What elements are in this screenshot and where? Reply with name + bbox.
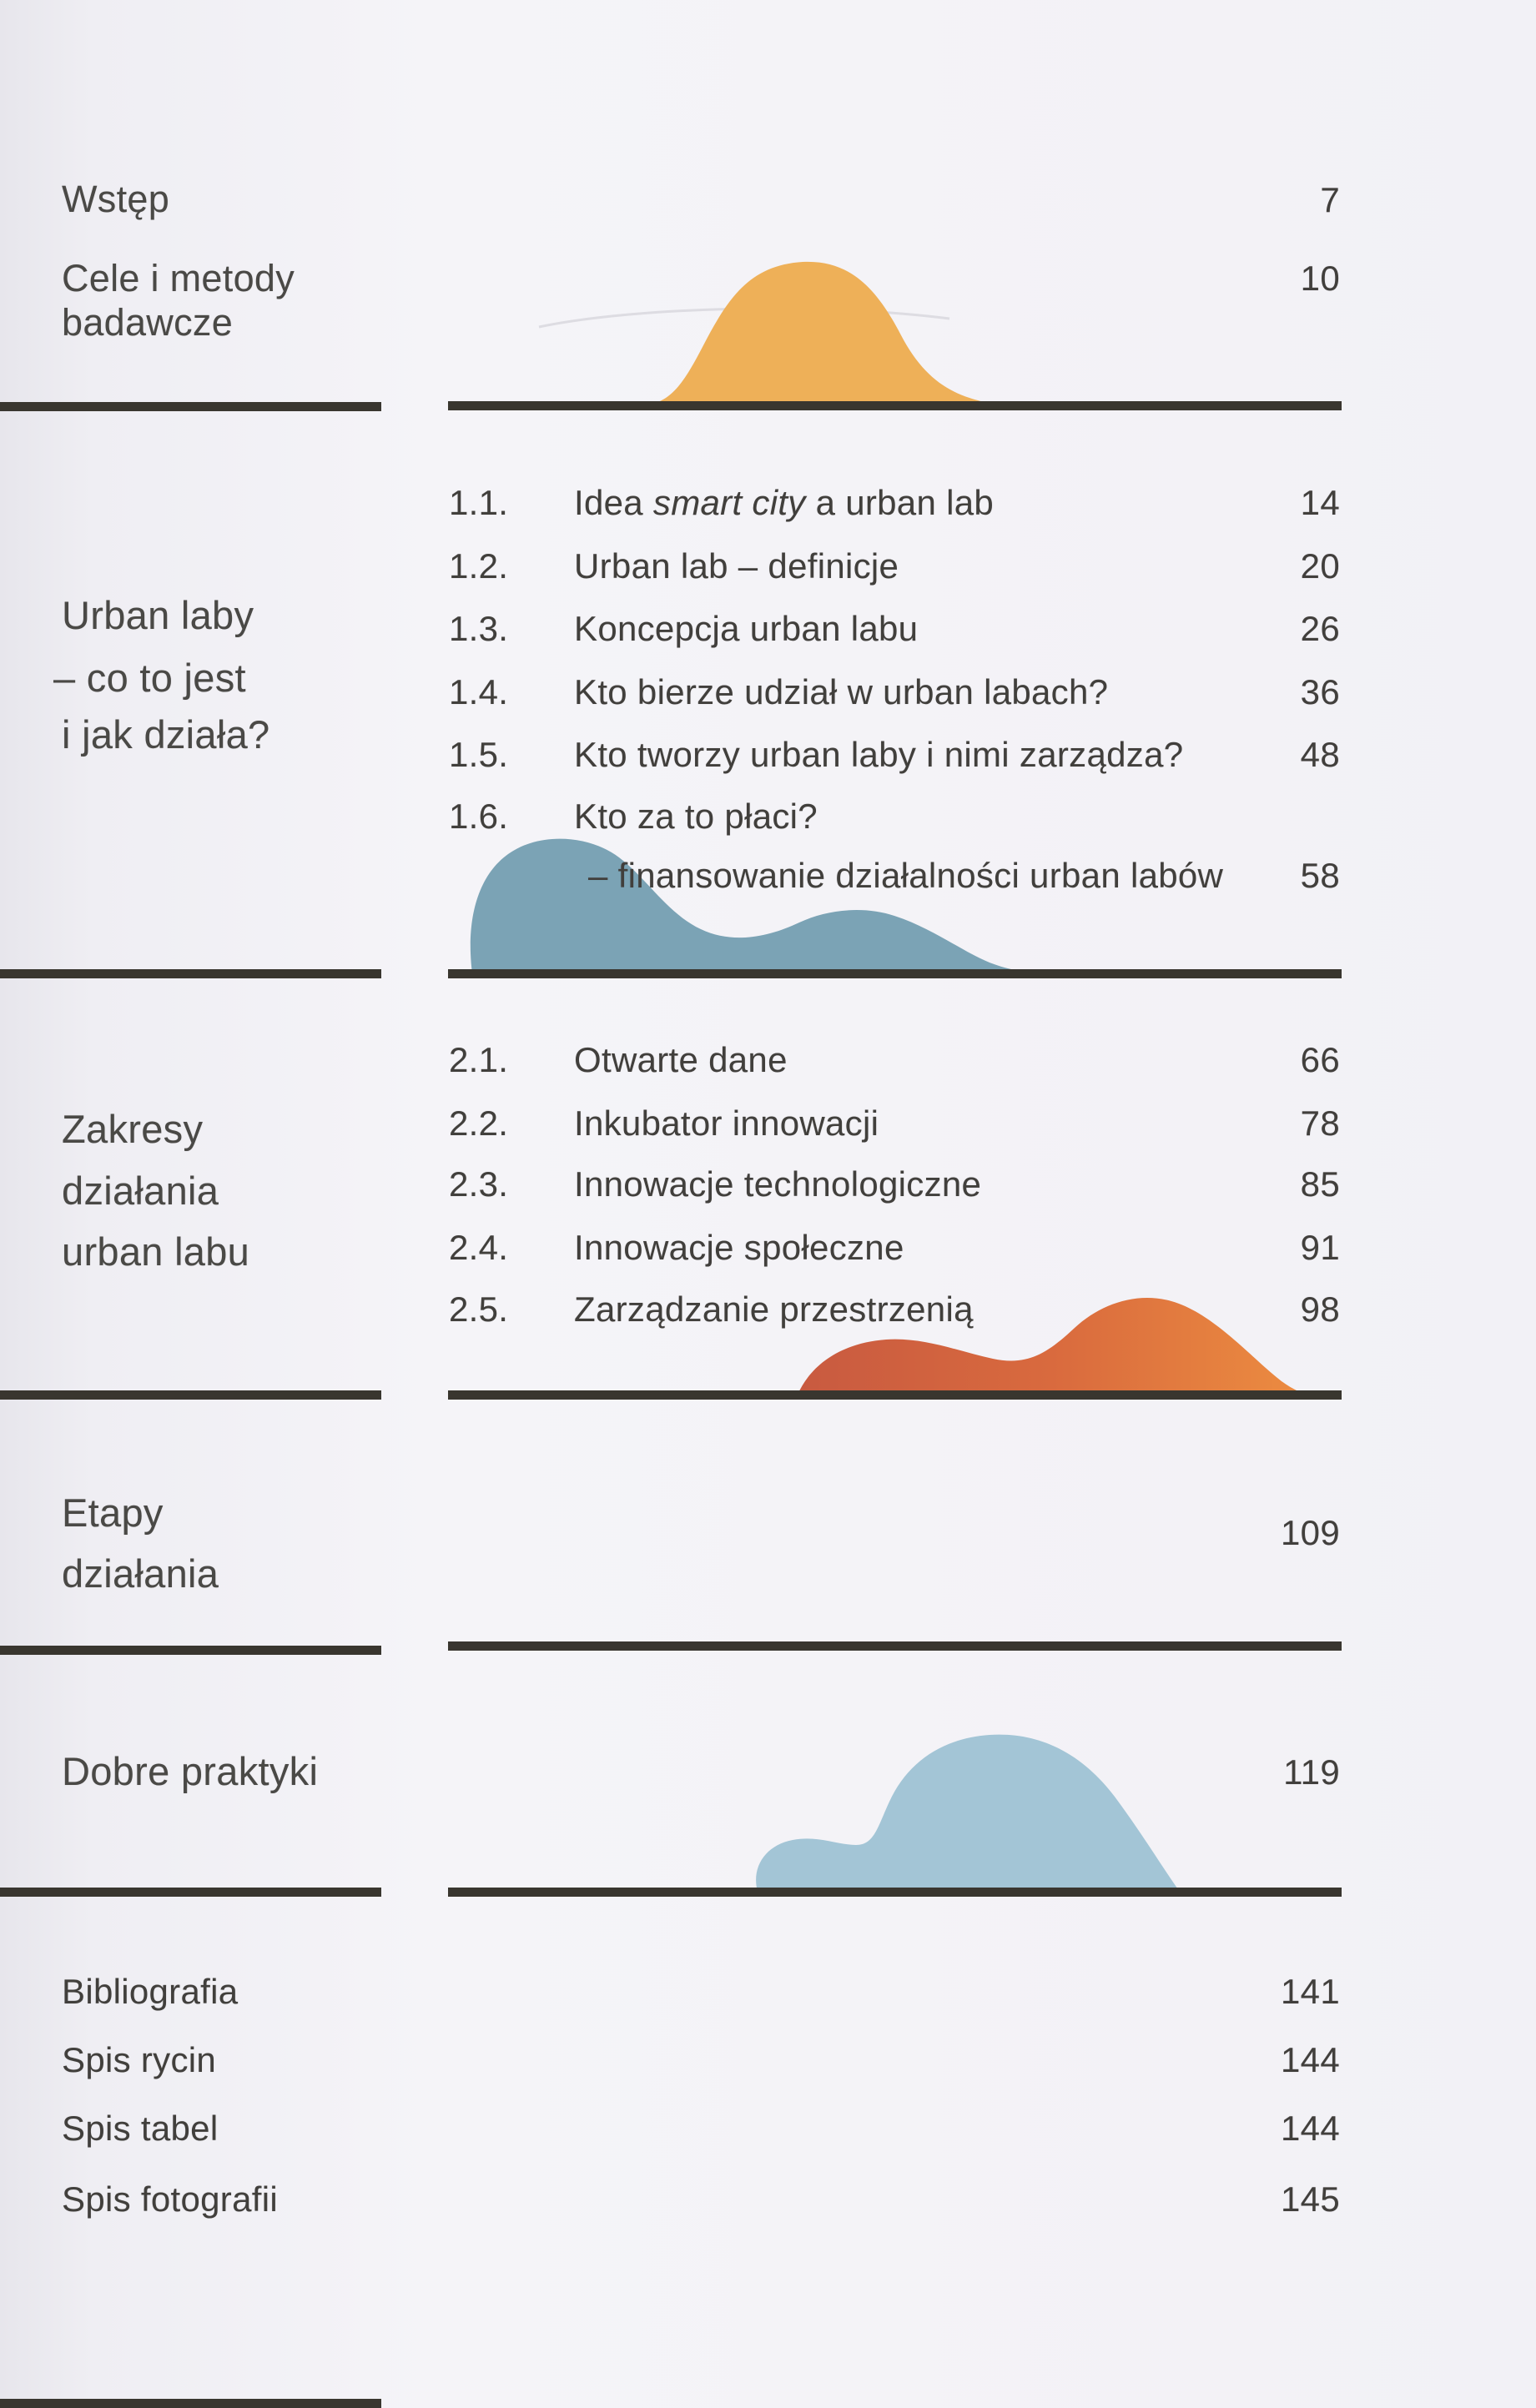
toc-item-number: 1.4. (449, 672, 509, 711)
toc-item-label (574, 485, 994, 520)
toc-item-page: 66 (1300, 1040, 1340, 1079)
toc-entry-wstep: Wstęp (62, 178, 170, 220)
toc-item-page: 26 (1300, 609, 1340, 648)
section1-title-line3: i jak działa? (62, 712, 270, 757)
toc-item-label: Innowacje technologiczne (574, 1164, 982, 1204)
section1-title-line2: – co to jest (53, 656, 246, 700)
section3-title-line1: Etapy (62, 1491, 164, 1535)
toc-item-label: Kto za to płaci? (574, 797, 818, 836)
toc-item-label: Kto tworzy urban laby i nimi zarządza? (574, 735, 1184, 774)
page-number-cele: 10 (1300, 259, 1340, 298)
toc-item-label: Otwarte dane (574, 1040, 788, 1079)
toc-item-page: 14 (1300, 483, 1340, 522)
back-matter-label: Spis tabel (62, 2109, 219, 2148)
back-matter-label: Spis fotografii (62, 2179, 278, 2219)
toc-item-number: 1.5. (449, 735, 509, 774)
section2-title-line2: działania (62, 1169, 219, 1213)
label-pre: Idea (574, 483, 653, 522)
toc-item-label: Urban lab – definicje (574, 546, 899, 586)
toc-item-number: 2.3. (449, 1164, 509, 1204)
back-matter-label: Bibliografia (62, 1972, 239, 2011)
toc-item-number: 2.2. (449, 1103, 509, 1143)
back-matter-page: 145 (1281, 2179, 1340, 2219)
toc-item-page: 58 (1300, 856, 1340, 895)
back-matter-page: 141 (1281, 1972, 1340, 2011)
toc-item-page: 48 (1300, 735, 1340, 774)
toc-item-page: 85 (1300, 1164, 1340, 1204)
toc-item-page: 78 (1300, 1103, 1340, 1143)
toc-item-label-continuation: – finansowanie działalności urban labów (588, 856, 1224, 895)
back-matter-page: 144 (1281, 2040, 1340, 2079)
section4-title: Dobre praktyki (62, 1749, 319, 1793)
label-italic: smart city (652, 483, 806, 522)
toc-item-label: Zarządzanie przestrzenią (574, 1289, 974, 1329)
section2-title-line3: urban labu (62, 1229, 250, 1274)
toc-item-page: 36 (1300, 672, 1340, 711)
page-number-wstep: 7 (1320, 180, 1340, 219)
back-matter-label: Spis rycin (62, 2040, 217, 2079)
toc-item-number: 1.6. (449, 797, 509, 836)
label-post: a urban lab (805, 483, 995, 522)
toc-entry-cele-line2: badawcze (62, 301, 234, 344)
toc-item-number: 1.1. (449, 483, 509, 522)
section2-title-line1: Zakresy (62, 1107, 204, 1151)
toc-item-number: 1.3. (449, 609, 509, 648)
toc-item-page: 20 (1300, 546, 1340, 586)
toc-item-page: 98 (1300, 1289, 1340, 1329)
toc-item-label: Koncepcja urban labu (574, 609, 919, 648)
section1-title-line1: Urban laby (62, 593, 254, 637)
page-number-etapy: 109 (1281, 1513, 1340, 1552)
toc-item-number: 1.2. (449, 546, 509, 586)
page-number-dobre-praktyki: 119 (1283, 1752, 1340, 1792)
toc-entry-cele-line1: Cele i metody (62, 257, 295, 299)
back-matter-page: 144 (1281, 2109, 1340, 2148)
toc-item-label: Kto bierze udział w urban labach? (574, 672, 1109, 711)
section3-title-line2: działania (62, 1551, 219, 1596)
toc-item-label: Innowacje społeczne (574, 1228, 904, 1267)
toc-item-number: 2.5. (449, 1289, 509, 1329)
toc-item-number: 2.4. (449, 1228, 509, 1267)
toc-item-label: Inkubator innowacji (574, 1103, 879, 1143)
toc-item-page: 91 (1300, 1228, 1340, 1267)
toc-item-number: 2.1. (449, 1040, 509, 1079)
